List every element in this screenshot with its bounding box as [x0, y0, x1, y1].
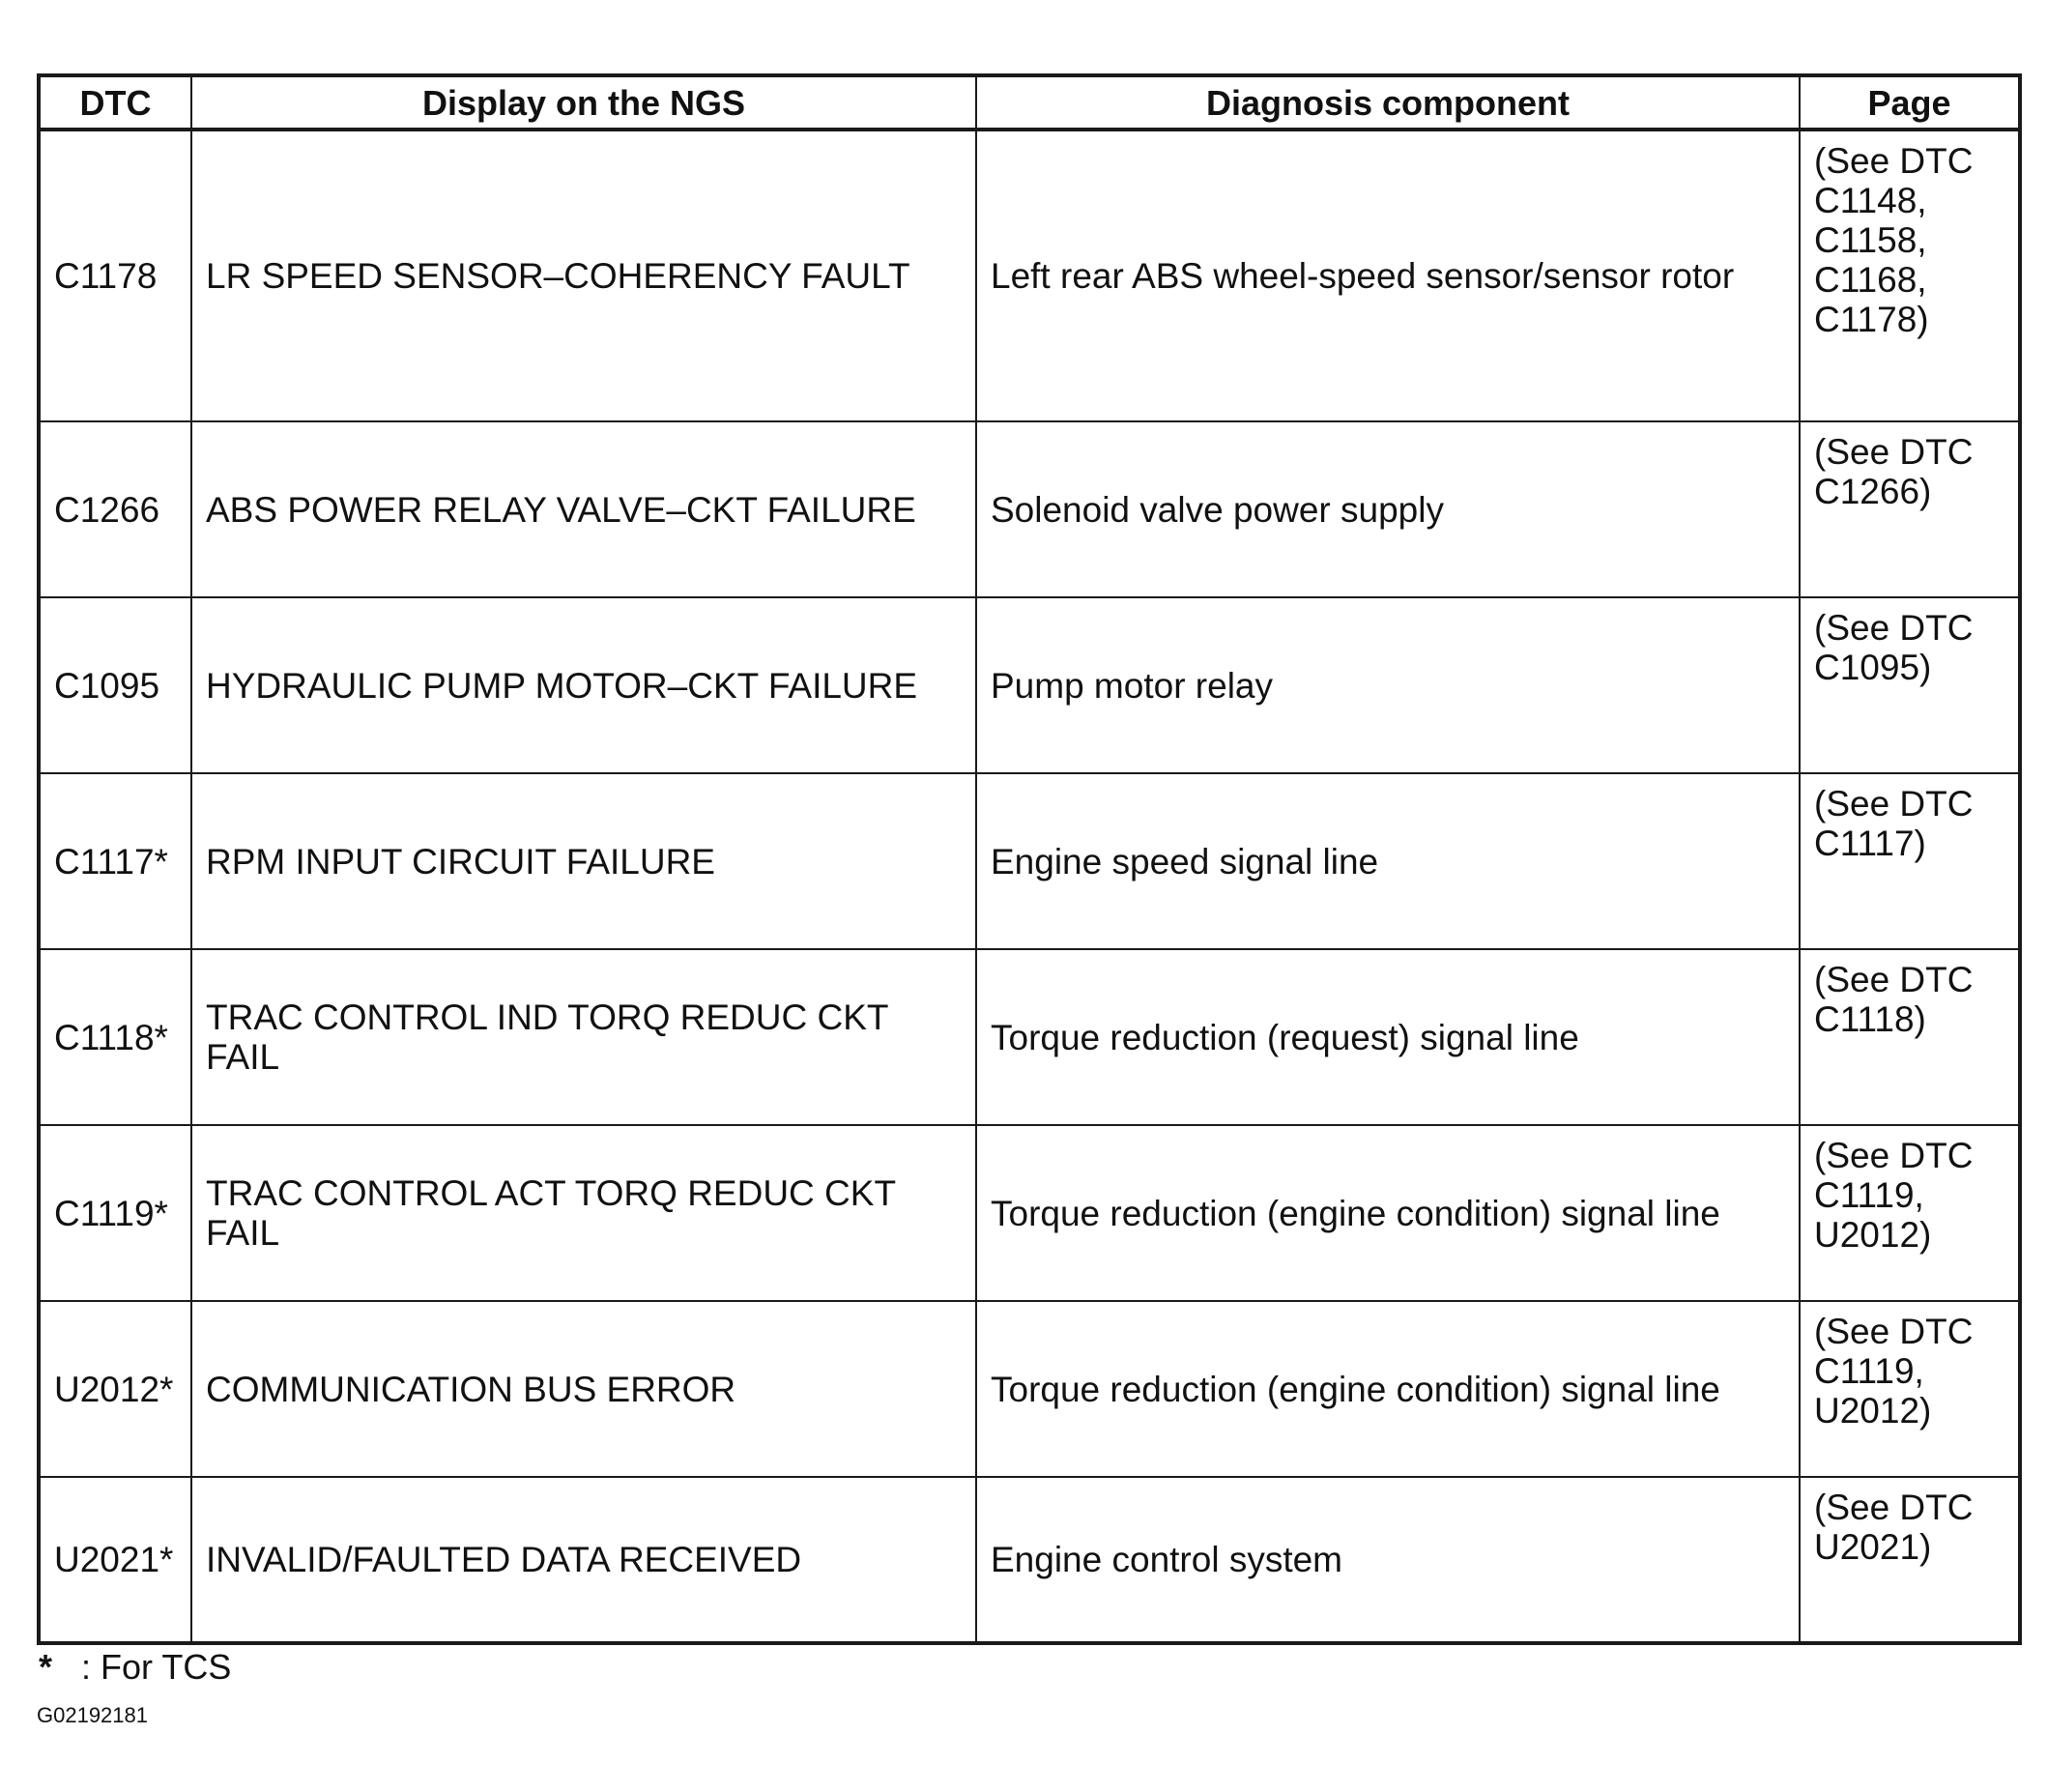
table-body — [39, 130, 2020, 1643]
table-row — [39, 1125, 2020, 1301]
table-header — [39, 75, 2020, 130]
ngs-display-text: ABS POWER RELAY VALVE–CKT FAILURE — [191, 421, 976, 597]
footnote — [39, 1648, 231, 1687]
diagnosis-component: Torque reduction (engine condition) signal line — [976, 1125, 1800, 1301]
ngs-display-text: INVALID/FAULTED DATA RECEIVED — [191, 1477, 976, 1643]
header-display-on-ngs: Display on the NGS — [191, 75, 976, 130]
header-dtc: DTC — [39, 75, 191, 130]
table-row — [39, 597, 2020, 773]
ngs-display-text: COMMUNICATION BUS ERROR — [191, 1301, 976, 1477]
page-reference: (See DTC C1095) — [1800, 597, 2020, 773]
page-reference: (See DTC C1266) — [1800, 421, 2020, 597]
diagnosis-component: Torque reduction (request) signal line — [976, 949, 1800, 1125]
diagnosis-component: Torque reduction (engine condition) signal line — [976, 1301, 1800, 1477]
page-reference: (See DTC C1119, U2012) — [1800, 1301, 2020, 1477]
page-reference: (See DTC C1148, C1158, C1168, C1178) — [1800, 130, 2020, 421]
header-row — [39, 75, 2020, 130]
diagnosis-component: Pump motor relay — [976, 597, 1800, 773]
header-page: Page — [1800, 75, 2020, 130]
page-reference: (See DTC C1118) — [1800, 949, 2020, 1125]
table-row — [39, 773, 2020, 949]
ngs-display-text: TRAC CONTROL IND TORQ REDUC CKT FAIL — [191, 949, 976, 1125]
ngs-display-text: TRAC CONTROL ACT TORQ REDUC CKT FAIL — [191, 1125, 976, 1301]
ngs-display-text: HYDRAULIC PUMP MOTOR–CKT FAILURE — [191, 597, 976, 773]
diagnosis-component: Solenoid valve power supply — [976, 421, 1800, 597]
page-reference: (See DTC C1117) — [1800, 773, 2020, 949]
dtc-code: C1117* — [39, 773, 191, 949]
table-row — [39, 1301, 2020, 1477]
table-row — [39, 1477, 2020, 1643]
footnote-symbol: * — [39, 1647, 53, 1687]
dtc-code: C1119* — [39, 1125, 191, 1301]
diagnosis-component: Engine control system — [976, 1477, 1800, 1643]
dtc-code: C1118* — [39, 949, 191, 1125]
ngs-display-text: LR SPEED SENSOR–COHERENCY FAULT — [191, 130, 976, 421]
footnote-text: : For TCS — [81, 1647, 232, 1687]
dtc-code: C1095 — [39, 597, 191, 773]
page-reference: (See DTC C1119, U2012) — [1800, 1125, 2020, 1301]
dtc-code: C1178 — [39, 130, 191, 421]
figure-id: G02192181 — [37, 1703, 148, 1727]
table-row — [39, 421, 2020, 597]
dtc-code: U2021* — [39, 1477, 191, 1643]
dtc-code: U2012* — [39, 1301, 191, 1477]
dtc-table — [37, 73, 2022, 1645]
dtc-code: C1266 — [39, 421, 191, 597]
header-diagnosis-component: Diagnosis component — [976, 75, 1800, 130]
diagnosis-component: Engine speed signal line — [976, 773, 1800, 949]
table-row — [39, 130, 2020, 421]
page-reference: (See DTC U2021) — [1800, 1477, 2020, 1643]
ngs-display-text: RPM INPUT CIRCUIT FAILURE — [191, 773, 976, 949]
table-row — [39, 949, 2020, 1125]
diagnosis-component: Left rear ABS wheel-speed sensor/sensor rotor — [976, 130, 1800, 421]
